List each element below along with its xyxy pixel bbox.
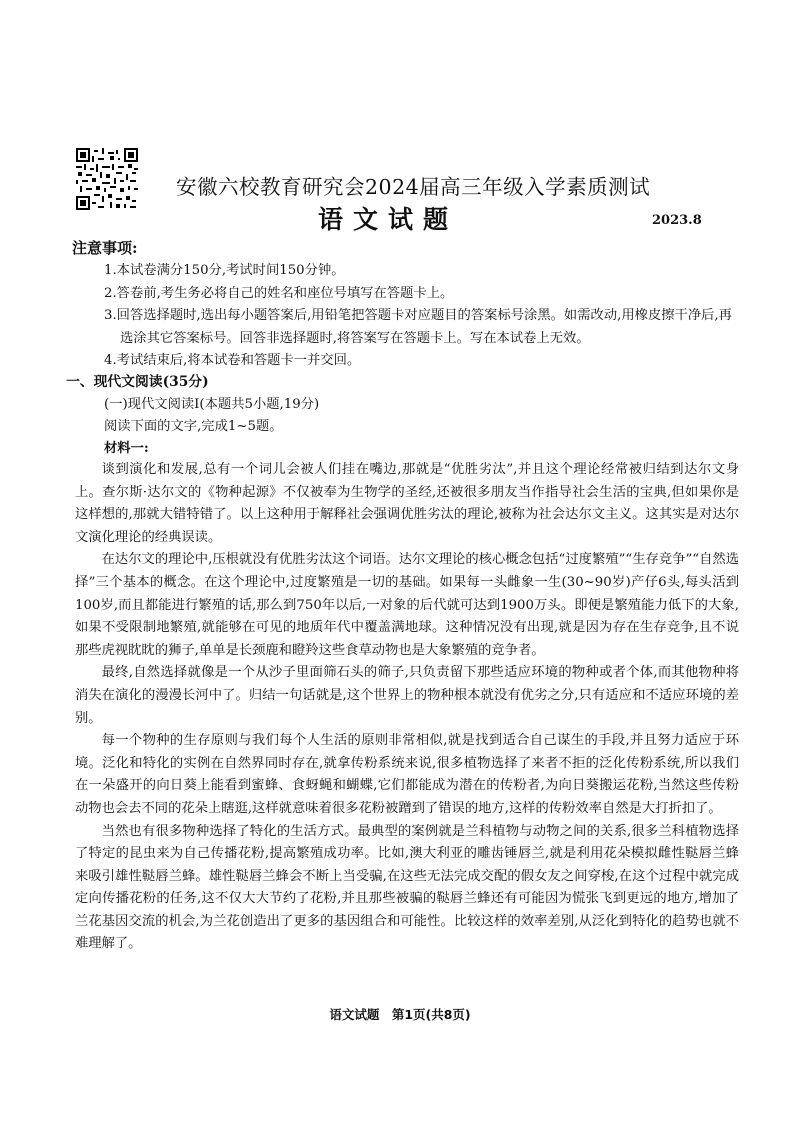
notice-heading: 注意事项: xyxy=(72,239,138,257)
paragraph: 每一个物种的生存原则与我们每个人生活的原则非常相似,就是找到适合自己谋生的手段,并且努力适应于环境。泛化和特化的实例在自然界同时存在,就拿传粉系统来说,很多植物选择了来者不拒的泛化传粉系统,所以我们在一朵盛开的向日葵上能看到蜜蜂、食蚜蝇和蝴蝶,它们都能成为潜在的传粉者,为向日葵搬运花粉,当然这些传粉动物也会去不同的花朵上瞎逛,这样就意味着很多花粉被蹭到了错误的地方,这样的传粉效率自然是大打折扣了。 xyxy=(75,733,739,816)
paragraph: 当然也有很多物种选择了特化的生活方式。最典型的案例就是兰科植物与动物之间的关系,很多兰科植物选择了特定的昆虫来为自己传播花粉,提高繁殖成功率。比如,澳大利亚的雕齿锤唇兰,就是利用花朵模拟雌性鞑唇兰蜂来吸引雄性鞑唇兰蜂。雄性鞑唇兰蜂会不断上当受骗,在这些无法完成交配的假女友之间穿梭,在这个过程中就完成定向传播花粉的任务,这不仅大大节约了花粉,并且那些被骗的鞑唇兰蜂还有可能因为慌张飞到更远的地方,增加了兰花基因交流的机会,为兰花创造出了更多的基因组合和可能性。比较这样的效率差别,从泛化到特化的趋势也就不难理解了。 xyxy=(75,823,739,952)
exam-date: 2023.8 xyxy=(652,213,702,228)
reading-instruction: 阅读下面的文字,完成1~5题。 xyxy=(104,419,283,434)
notice-item-2: 2.答卷前,考生务必将自己的姓名和座位号填写在答题卡上。 xyxy=(104,285,454,301)
notice-item-3: 3.回答选择题时,选出每小题答案后,用铅笔把答题卡对应题目的答案标号涂黑。如需改动,用橡皮擦干净后,再选涂其它答案标号。回答非选择题时,将答案写在答题卡上。写在本试卷上无效。 xyxy=(104,308,732,346)
material-body xyxy=(75,459,739,956)
notice-list xyxy=(104,260,744,373)
subject-title: 语文试题 xyxy=(318,205,459,234)
notice-item-1: 1.本试卷满分150分,考试时间150分钟。 xyxy=(104,263,345,278)
notice-item-4: 4.考试结束后,将本试卷和答题卡一并交回。 xyxy=(104,353,361,368)
section-heading: 一、现代文阅读(35分) xyxy=(66,374,209,390)
paragraph: 在达尔文的理论中,压根就没有优胜劣汰这个词语。达尔文理论的核心概念包括“过度繁殖”“生存竞争”“自然选择”三个基本的概念。在这个理论中,过度繁殖是一切的基础。如果每一头雌象一生(30~90岁)产仔6头,每头活到100岁,而且都能进行繁殖的话,那么到750年以后,一对象的后代就可达到1900万头。即便是繁殖能力低下的大象,如果不受限制地繁殖,就能够在可见的地质年代中覆盖满地球。这种情况没有出现,就是因为存在生存竞争,且不说那些虎视眈眈的狮子,单单是长颈鹿和瞪羚这些食草动物也是大象繁殖的竞争者。 xyxy=(75,552,739,658)
qr-code-icon xyxy=(76,148,138,210)
page-footer: 语文试题 第1页(共8页) xyxy=(329,1007,471,1022)
paragraph: 最终,自然选择就像是一个从沙子里面筛石头的筛子,只负责留下那些适应环境的物种或者个体,而其他物种将消失在演化的漫漫长河中了。归结一句话就是,这个世界上的物种根本就没有优劣之分,只有适应和不适应环境的差别。 xyxy=(75,665,739,726)
material-label: 材料一: xyxy=(104,441,149,456)
exam-title: 安徽六校教育研究会2024届高三年级入学素质测试 xyxy=(176,175,651,199)
paragraph: 谈到演化和发展,总有一个词儿会被人们挂在嘴边,那就是“优胜劣汰”,并且这个理论经常被归结到达尔文身上。查尔斯·达尔文的《物种起源》不仅被奉为生物学的圣经,还被很多朋友当作指导社会生活的宝典,但如果你是这样想的,那就大错特错了。以上这种用于解释社会强调优胜劣汰的理论,被称为社会达尔文主义。这其实是对达尔文演化理论的经典误读。 xyxy=(75,462,739,545)
subsection-heading: (一)现代文阅读Ⅰ(本题共5小题,19分) xyxy=(104,397,320,412)
